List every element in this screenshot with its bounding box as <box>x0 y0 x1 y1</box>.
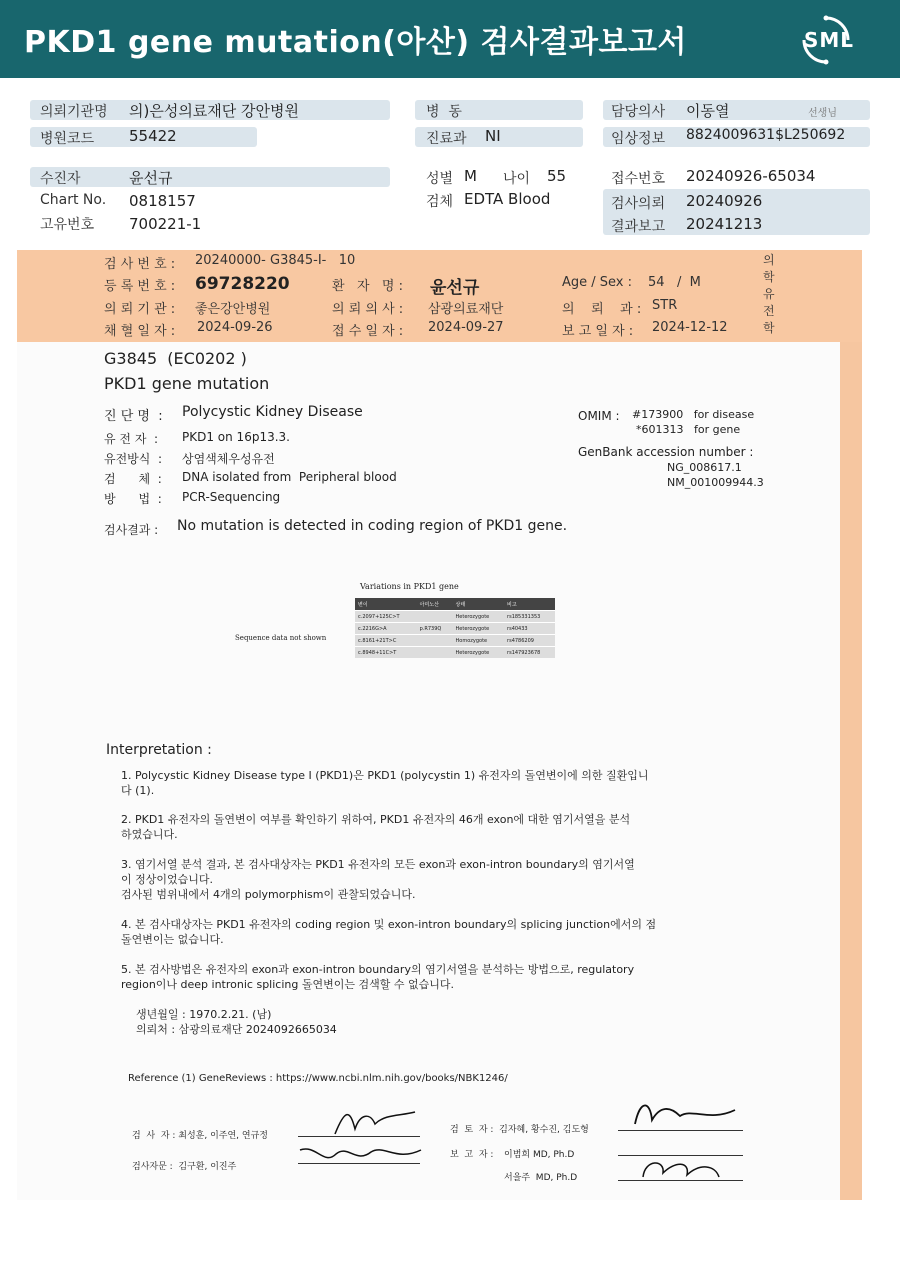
interp-line: 검사된 범위내에서 4개의 polymorphism이 관찰되었습니다. <box>121 888 416 901</box>
inherit-value: 상염색체우성유전 <box>182 452 275 466</box>
diag-label: 진 단 명 : <box>104 409 163 424</box>
req-dept-value: STR <box>652 298 678 313</box>
report-label: 보 고 일 자 : <box>562 324 634 339</box>
table-cell: rs185331353 <box>504 611 555 623</box>
method-value: PCR-Sequencing <box>182 490 281 504</box>
signature-reporter <box>635 1155 725 1183</box>
receipt-value: 20240926-65034 <box>686 167 816 185</box>
table-row <box>355 623 555 635</box>
examiner: 검 사 자 : 최성훈, 이주연, 연규정 <box>132 1131 268 1141</box>
report-value: 2024-12-12 <box>652 320 728 335</box>
age-value: 55 <box>547 167 567 185</box>
table-cell: rs4786209 <box>504 635 555 647</box>
table-cell: c.8161+21T>C <box>355 635 417 647</box>
interp-line: 3. 염기서열 분석 결과, 본 검사대상자는 PKD1 유전자의 모든 exon과 exon-intron boundary의 염기서열 <box>121 858 635 871</box>
omim-label: OMIM : <box>578 409 620 423</box>
birth-date: 생년월일 : 1970.2.21. (남) <box>136 1008 272 1021</box>
signature-consultant <box>296 1140 426 1170</box>
col-header: 변이 <box>355 598 417 611</box>
side-label-1: 의 <box>763 253 775 267</box>
ward-label: 병 동 <box>426 104 462 120</box>
table-cell: c.8948+11C>T <box>355 647 417 659</box>
reviewer: 검 토 자 : 김자혜, 황수진, 김도형 <box>450 1125 589 1135</box>
requester-label: 의뢰기관명 <box>40 104 108 120</box>
diag-value: Polycystic Kidney Disease <box>182 404 363 420</box>
table-title: Variations in PKD1 gene <box>360 582 459 591</box>
signature-line <box>618 1130 743 1131</box>
patient-value: 윤선규 <box>129 169 173 187</box>
seq-note: Sequence data not shown <box>235 634 327 642</box>
table-cell: c.2216G>A <box>355 623 417 635</box>
patient-name-label: 환 자 명 : <box>332 279 403 294</box>
gene-label: 유 전 자 : <box>104 432 159 446</box>
req-dept-label: 의 뢰 과 : <box>562 302 642 317</box>
interp-line: 다 (1). <box>121 784 155 797</box>
table-cell: Heterozygote <box>453 623 505 635</box>
omim-disease: #173900 for disease <box>632 408 755 421</box>
table-cell: rs40433 <box>504 623 555 635</box>
req-org-value: 좋은강안병원 <box>195 302 271 317</box>
table-row <box>355 647 555 659</box>
specimen-detail-value: DNA isolated from Peripheral blood <box>182 470 397 484</box>
reporter-label: 보 고 자 : <box>450 1150 494 1160</box>
result-label: 검사결과 : <box>104 523 159 537</box>
report-title: PKD1 gene mutation(아산) 검사결과보고서 <box>24 25 687 60</box>
gene-value: PKD1 on 16p13.3. <box>182 430 290 444</box>
reporter-2: 서을주 MD, Ph.D <box>504 1173 578 1183</box>
clinical-value: 8824009631$L250692 <box>686 127 846 143</box>
interp-line: 이 정상이었습니다. <box>121 873 214 886</box>
reference: Reference (1) GeneReviews : https://www.ncbi.nlm.nih.gov/books/NBK1246/ <box>128 1073 508 1084</box>
request-date-value: 20240926 <box>686 192 763 210</box>
request-date-label: 검사의뢰 <box>611 196 666 212</box>
age-sex-label: Age / Sex : <box>562 275 633 290</box>
dept-label: 진료과 <box>426 131 467 147</box>
age-label: 나이 <box>503 171 531 187</box>
specimen-detail-label: 검 체 : <box>104 472 162 486</box>
signature-reviewer <box>630 1096 740 1130</box>
exam-no-label: 검 사 번 호 : <box>104 257 176 272</box>
age-sex-value: 54 / M <box>648 275 701 290</box>
table-cell <box>417 635 453 647</box>
consultant: 검사자문 : 김구환, 이진주 <box>132 1162 237 1172</box>
sex-label: 성별 <box>426 171 454 187</box>
table-row <box>355 611 555 623</box>
genbank-1: NG_008617.1 <box>667 461 742 474</box>
patient-name-value: 윤선규 <box>430 278 480 298</box>
side-label-4: 전 <box>763 304 775 318</box>
sex-value: M <box>464 167 477 185</box>
interp-line: region이나 deep intronic splicing 돌연변이는 검색할 수 없습니다. <box>121 978 454 991</box>
referrer: 의뢰처 : 삼광의료재단 2024092665034 <box>136 1023 337 1036</box>
report-date-label: 결과보고 <box>611 219 666 235</box>
dept-value: NI <box>485 127 501 145</box>
collect-value: 2024-09-26 <box>197 320 273 335</box>
table-cell <box>417 647 453 659</box>
table-cell: Homozygote <box>453 635 505 647</box>
genbank-2: NM_001009944.3 <box>667 476 764 489</box>
doctor-suffix: 선생님 <box>808 108 837 119</box>
reporter-1: 이범희 MD, Ph.D <box>504 1150 575 1160</box>
col-header: 아미노산 <box>417 598 453 611</box>
side-label-3: 유 <box>763 287 775 301</box>
table-cell: Heterozygote <box>453 647 505 659</box>
specimen-value: EDTA Blood <box>464 190 551 208</box>
receive-label: 접 수 일 자 : <box>332 324 404 339</box>
genbank-label: GenBank accession number : <box>578 445 754 459</box>
interp-line: 4. 본 검사대상자는 PKD1 유전자의 coding region 및 exon-intron boundary의 splicing junction에서의 점 <box>121 918 657 931</box>
table-cell: rs147923678 <box>504 647 555 659</box>
report-date-value: 20241213 <box>686 215 763 233</box>
reg-no-value: 69728220 <box>195 274 290 294</box>
field-bar <box>30 167 390 187</box>
report-header <box>0 0 900 78</box>
signature-examiner <box>330 1104 420 1138</box>
req-doctor-value: 삼광의료재단 <box>428 302 504 317</box>
logo-text: SML <box>804 28 855 52</box>
req-doctor-label: 의 뢰 의 사 : <box>332 302 404 317</box>
chart-label: Chart No. <box>40 192 107 208</box>
doctor-label: 담당의사 <box>611 104 666 120</box>
table-cell: c.2097+125C>T <box>355 611 417 623</box>
hospital-code-label: 병원코드 <box>40 131 95 147</box>
test-name: PKD1 gene mutation <box>104 374 270 393</box>
receive-value: 2024-09-27 <box>428 320 504 335</box>
chart-value: 0818157 <box>129 192 196 210</box>
req-org-label: 의 뢰 기 관 : <box>104 302 176 317</box>
interp-line: 하였습니다. <box>121 828 178 841</box>
table-cell: Heterozygote <box>453 611 505 623</box>
result-value: No mutation is detected in coding region of PKD1 gene. <box>177 518 568 534</box>
hospital-code-value: 55422 <box>129 127 177 145</box>
clinical-label: 임상정보 <box>611 131 666 147</box>
inherit-label: 유전방식 : <box>104 452 163 466</box>
interp-line: 1. Polycystic Kidney Disease type I (PKD1)은 PKD1 (polycystin 1) 유전자의 돌연변이에 의한 질환입니 <box>121 769 649 782</box>
reg-no-label: 등 록 번 호 : <box>104 279 176 294</box>
scanned-report-margin <box>840 342 862 1200</box>
doctor-value: 이동열 <box>686 102 730 120</box>
interp-line: 2. PKD1 유전자의 돌연변이 여부를 확인하기 위하여, PKD1 유전자의 46개 exon에 대한 염기서열을 분석 <box>121 813 631 826</box>
id-value: 700221-1 <box>129 215 202 233</box>
collect-label: 채 혈 일 자 : <box>104 324 176 339</box>
interp-line: 5. 본 검사방법은 유전자의 exon과 exon-intron boundary의 염기서열을 분석하는 방법으로, regulatory <box>121 963 635 976</box>
requester-value: 의)은성의료재단 강안병원 <box>129 102 300 120</box>
table-cell <box>417 611 453 623</box>
test-code: G3845 (EC0202 ) <box>104 349 247 368</box>
col-header: 비고 <box>504 598 555 611</box>
patient-label: 수진자 <box>40 171 81 187</box>
table-row <box>355 635 555 647</box>
interp-line: 돌연변이는 없습니다. <box>121 933 224 946</box>
side-label-2: 학 <box>763 270 775 284</box>
col-header: 상태 <box>453 598 505 611</box>
table-cell: p.R739Q <box>417 623 453 635</box>
specimen-label: 검체 <box>426 194 454 210</box>
method-label: 방 법 : <box>104 492 162 506</box>
receipt-label: 접수번호 <box>611 171 666 187</box>
table-header-row <box>355 598 555 611</box>
exam-no-value: 20240000- G3845-I- 10 <box>195 253 356 268</box>
id-label: 고유번호 <box>40 217 95 233</box>
omim-gene: *601313 for gene <box>636 423 741 436</box>
variation-table <box>355 598 555 658</box>
interp-title: Interpretation : <box>106 742 212 758</box>
side-label-5: 학 <box>763 321 775 335</box>
